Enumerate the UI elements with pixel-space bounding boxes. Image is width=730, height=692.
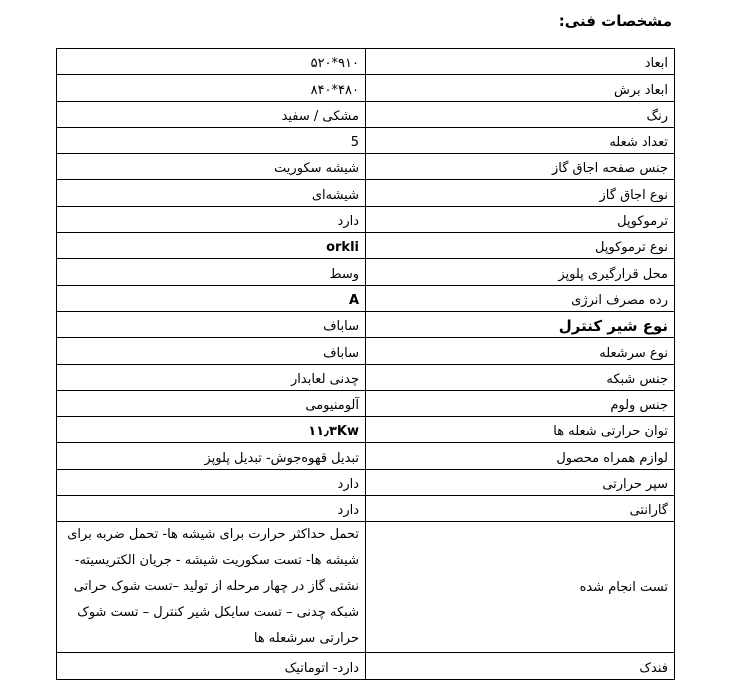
table-row (57, 285, 675, 311)
spec-value: دارد (57, 206, 366, 232)
table-row (57, 75, 675, 101)
spec-label: نوع اجاق گاز (366, 180, 675, 206)
table-row (57, 233, 675, 259)
spec-label: گارانتی (366, 496, 675, 522)
table-row (57, 469, 675, 495)
spec-value: تحمل حداکثر حرارت برای شیشه ها- تحمل ضربه برای شیشه ها- تست سکوریت شیشه - جریان الکتریسیته- نشتی گاز در چهار مرحله از تولید –تست شوک حراتی شبکه چدنی – تست سایکل شیر کنترل – تست شوک حرارتی سرشعله ها (57, 522, 366, 653)
spec-label: جنس شبکه (366, 364, 675, 390)
spec-value: تبدیل قهوه‌جوش- تبدیل پلوپز (57, 443, 366, 469)
spec-value: A (57, 285, 366, 311)
spec-label: تعداد شعله (366, 127, 675, 153)
spec-label: توان حرارتی شعله ها (366, 417, 675, 443)
spec-value: 5 (57, 127, 366, 153)
spec-value: شیشه سکوریت (57, 154, 366, 180)
table-row (57, 496, 675, 522)
spec-label: ترموکوپل (366, 206, 675, 232)
spec-label: سپر حرارتی (366, 469, 675, 495)
table-row (57, 180, 675, 206)
specs-table (56, 48, 675, 680)
spec-value: دارد (57, 496, 366, 522)
spec-value: ساباف (57, 311, 366, 337)
spec-value: چدنی لعابدار (57, 364, 366, 390)
spec-label: جنس صفحه اجاق گاز (366, 154, 675, 180)
spec-label: ابعاد برش (366, 75, 675, 101)
table-row (57, 417, 675, 443)
spec-value: دارد (57, 469, 366, 495)
table-row (57, 154, 675, 180)
table-row (57, 443, 675, 469)
spec-value: orkli (57, 233, 366, 259)
spec-value: وسط (57, 259, 366, 285)
spec-value: ۱۱٫۳Kw (57, 417, 366, 443)
spec-label: نوع سرشعله (366, 338, 675, 364)
table-row (57, 101, 675, 127)
table-row (57, 522, 675, 653)
spec-label: لوازم همراه محصول (366, 443, 675, 469)
page-title: مشخصات فنی: (558, 12, 672, 30)
spec-label: رنگ (366, 101, 675, 127)
spec-label: تست انجام شده (366, 522, 675, 653)
spec-label: فندک (366, 653, 675, 679)
spec-value: ساباف (57, 338, 366, 364)
spec-label: نوع ترموکوپل (366, 233, 675, 259)
spec-value: مشکی / سفید (57, 101, 366, 127)
table-row (57, 206, 675, 232)
table-row (57, 338, 675, 364)
table-row (57, 653, 675, 679)
table-row (57, 311, 675, 337)
spec-label: رده مصرف انرژی (366, 285, 675, 311)
spec-value: ۴۸۰*۸۴۰ (57, 75, 366, 101)
spec-value: دارد- اتوماتیک (57, 653, 366, 679)
spec-label: نوع شیر کنترل (366, 311, 675, 337)
table-row (57, 127, 675, 153)
spec-value: شیشه‌ای (57, 180, 366, 206)
spec-label: جنس ولوم (366, 390, 675, 416)
table-row (57, 390, 675, 416)
spec-value: آلومنیومی (57, 390, 366, 416)
spec-label: ابعاد (366, 49, 675, 75)
table-row (57, 259, 675, 285)
spec-label: محل قرارگیری پلوپز (366, 259, 675, 285)
table-row (57, 49, 675, 75)
table-row (57, 364, 675, 390)
spec-value: ۹۱۰*۵۲۰ (57, 49, 366, 75)
